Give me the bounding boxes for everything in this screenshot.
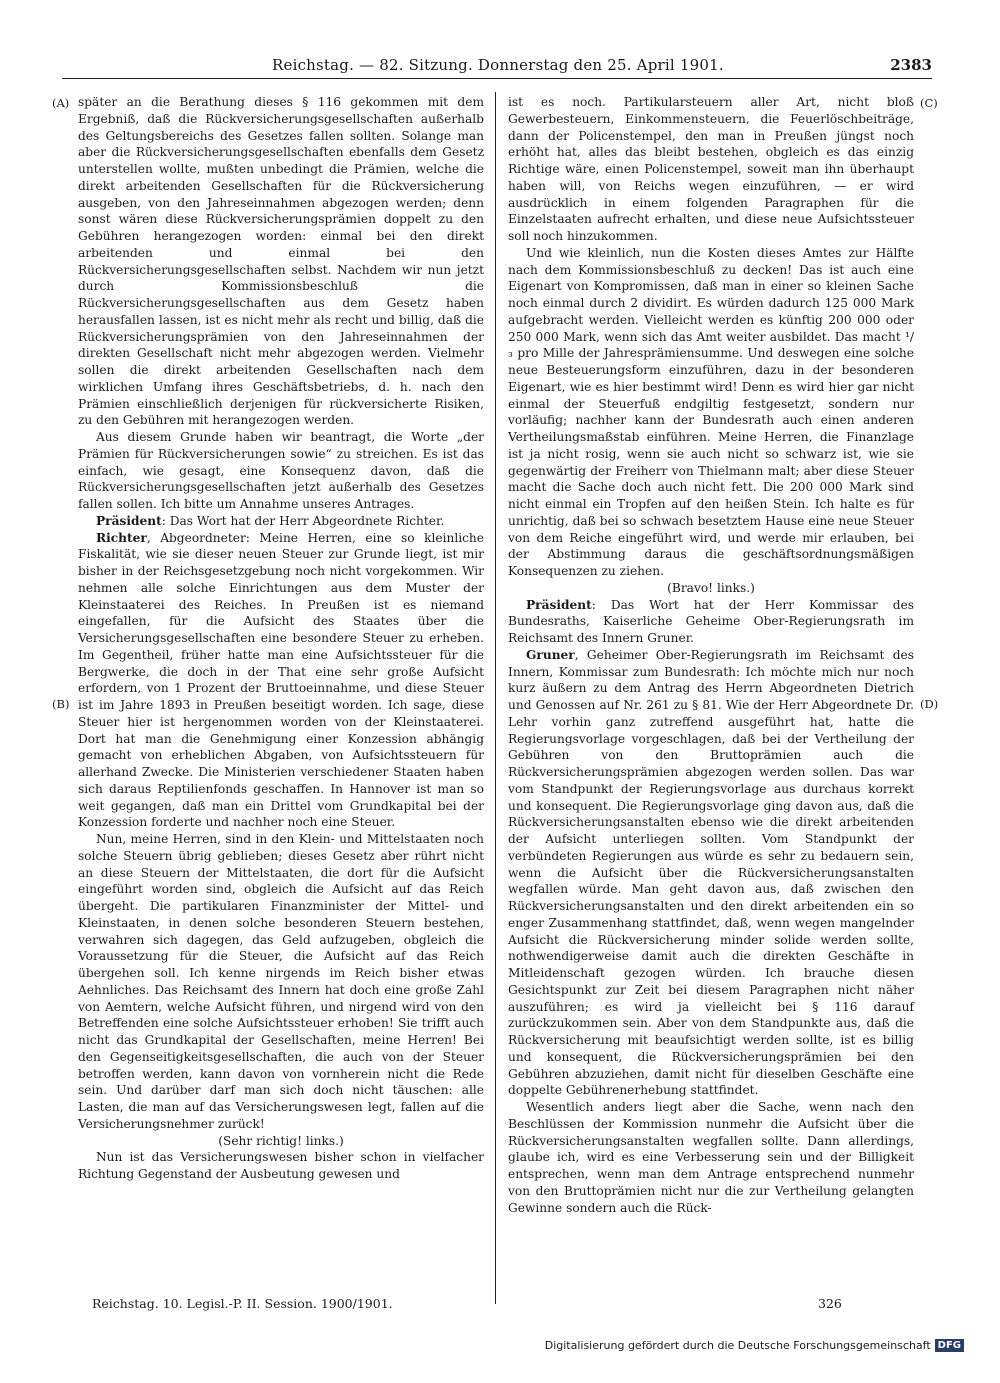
speaker-paragraph: Richter, Abgeordneter: Meine Herren, eine so kleinliche Fiskalität, wie sie dieser neuen Steuer zur Grunde liegt, ist mir bisher in der Reichsgesetzgebung noch nicht vorgekommen. Wir nehmen alle solche Einrichtungen aus dem Muster der Kleinstaaterei des Reiches. In Preußen ist es niemand eingefallen, für die Aufsicht des Staates über die Versicherungsgesellschaften eine besondere Steuer zu erheben. Im Gegentheil, früher hatte man eine Aufsichtssteuer für die Bergwerke, die doch in der That eine sehr große Aufsicht erfordern, von 1 Prozent der Bruttoeinnahme, und diese Steuer ist im Jahre 1893 in Preußen beseitigt worden. Ich sage, diese Steuer hier ist hergenommen worden von der Kleinstaaterei. Dort hat man die Genehmigung einer Konzession abhängig gemacht von erheblichen Abgaben, von Aufsichtssteuern für allerhand Zwecke. Die Ministerien verschiedener Staaten haben sich daraus Reptilienfonds geschaffen. In Hannover ist man so weit gegangen, daß man ein Drittel vom Grundkapital bei der Konzession forderte und nachher noch eine Steuer. bbox=[78, 530, 484, 830]
margin-marker-a: (A) bbox=[52, 96, 70, 110]
credit-text: Digitalisierung gefördert durch die Deutsche Forschungsgemeinschaft bbox=[544, 1339, 931, 1352]
column-divider bbox=[495, 92, 496, 1304]
footer-sheet-number: 326 bbox=[818, 1296, 842, 1311]
margin-marker-c: (C) bbox=[920, 96, 938, 110]
page-header bbox=[62, 52, 932, 79]
speaker-paragraph: Präsident: Das Wort hat der Herr Abgeordnete Richter. bbox=[96, 513, 445, 528]
digitization-credit bbox=[545, 1339, 964, 1352]
margin-marker-b: (B) bbox=[52, 697, 70, 711]
dfg-logo-icon: DFG bbox=[935, 1339, 964, 1352]
footer-session: Reichstag. 10. Legisl.-P. II. Session. 1900/1901. bbox=[92, 1296, 393, 1311]
interjection: (Bravo! links.) bbox=[667, 580, 755, 595]
right-column bbox=[508, 94, 914, 1216]
paragraph: Und wie kleinlich, nun die Kosten dieses Amtes zur Hälfte nach dem Kommissionsbeschluß zu decken! Das ist auch eine Eigenart von Kompromissen, daß man in einer so kleinen Sache noch einmal durch 2 dividirt. Es würden dadurch 125 000 Mark aufgebracht werden. Vielleicht werden es künftig 200 000 oder 250 000 Mark, wenn sich das Amt weiter ausbildet. Das macht ¹/₃ pro Mille der Jahresprämiensumme. Und deswegen eine solche neue Besteuerungsform einzuführen, dazu in der besonderen Eigenart, wie es hier bestimmt wird! Denn es wird hier gar nicht einmal der Steuerfuß endgiltig festgesetzt, sondern nur vorläufig; nachher kann der Bundesrath auch einen anderen Vertheilungsmaßstab einführen. Meine Herren, die Finanzlage ist ja nicht rosig, wenn sie auch nicht so schwarz ist, wie sie gegenwärtig der Freiherr von Thielmann malt; aber diese Steuer macht die Sache doch auch nicht fett. Die 200 000 Mark sind nicht einmal ein Tropfen auf den heißen Stein. Ich halte es für unrichtig, daß bei so schwach besetztem Hause eine neue Steuer von dem Reiche eingeführt wird, und werde mir erlauben, bei der Abstimmung daraus die geschäftsordnungsmäßigen Konsequenzen zu ziehen. bbox=[508, 245, 914, 578]
speaker-name: Gruner bbox=[526, 647, 575, 662]
left-column bbox=[78, 94, 484, 1183]
page-number: 2383 bbox=[890, 56, 932, 74]
speaker-paragraph: Präsident: Das Wort hat der Herr Kommissar des Bundesraths, Kaiserliche Geheime Ober-Regierungsrath im Reichsamt des Innern Gruner. bbox=[508, 597, 914, 645]
speaker-paragraph: Gruner, Geheimer Ober-Regierungsrath im Reichsamt des Innern, Kommissar zum Bundesrath: Ich möchte mich nur noch kurz äußern zu dem Antrag des Herrn Abgeordneten Dietrich und Genossen auf Nr. 261 zu § 81. Wie der Herr Abgeordnete Dr. Lehr vorhin ganz zutreffend ausgeführt hat, hatte die Regierungsvorlage vorgeschlagen, daß bei der Vertheilung der Gebühren von den Bruttoprämien auch die Rückversicherungsprämien abgezogen werden sollen. Das war vom Standpunkt der Regierungsvorlage aus durchaus korrekt und konsequent. Die Regierungsvorlage ging davon aus, daß die Rückversicherungsanstalten ebenso wie die direkt arbeitenden der Aufsicht unterliegen sollten. Vom Standpunkt der verbündeten Regierungen aus würde es sehr zu bedauern sein, wenn die Aufsicht über die Rückversicherungsanstalten wegfallen würde. Man geht davon aus, daß zwischen den Rückversicherungsanstalten und den direkt arbeitenden ein so enger Zusammenhang stattfindet, daß, wenn wegen mangelnder Aufsicht die Rückversicherung minder solide werden sollte, nothwendigerweise damit auch die direkten Geschäfte in Mitleidenschaft gezogen würden. Ich brauche diesen Gesichtspunkt zur Zeit bei diesem Paragraphen nicht näher auszuführen; es wird ja vielleicht bei § 116 darauf zurückzukommen sein. Aber von dem Standpunkte aus, daß die Rückversicherung mit beaufsichtigt werden sollte, ist es billig und konsequent, die Rückversicherungsprämien bei den Gebühren abzuziehen, damit nicht für dieselben Geschäfte eine doppelte Gebührenerhebung stattfindet. bbox=[508, 647, 914, 1098]
margin-marker-d: (D) bbox=[920, 697, 939, 711]
paragraph: Nun ist das Versicherungswesen bisher schon in vielfacher Richtung Gegenstand der Ausbeutung gewesen und bbox=[78, 1150, 484, 1181]
paragraph: Aus diesem Grunde haben wir beantragt, die Worte „der Prämien für Rückversicherungen sowie“ zu streichen. Es ist das einfach, wie gesagt, eine Konsequenz davon, daß die Rückversicherungsgesellschaften jetzt außerhalb des Gesetzes fallen sollen. Ich bitte um Annahme unseres Antrages. bbox=[78, 430, 484, 511]
speaker-name: Richter bbox=[96, 530, 147, 545]
running-head: Reichstag. — 82. Sitzung. Donnerstag den 25. April 1901. bbox=[272, 56, 724, 74]
paragraph: Nun, meine Herren, sind in den Klein- und Mittelstaaten noch solche Steuern übrig geblieben; dieses Gesetz aber rührt nicht an diese Steuern der Mittelstaaten, die dort für die Aufsicht eingeführt worden sind, obgleich die Aufsicht auf das Reich übergeht. Die partikularen Finanzminister der Mittel- und Kleinstaaten, in denen solche besonderen Steuern bestehen, verwahren sich dagegen, das Geld aufzugeben, obgleich die Voraussetzung für die Steuer, die Aufsicht auf das Reich übergehen soll. Ich kenne nirgends im Reich bisher etwas Aehnliches. Das Reichsamt des Innern hat doch eine große Zahl von Aemtern, welche Aufsicht führen, und nirgend wird von den Betreffenden eine solche Aufsichtssteuer erhoben! Sie trifft auch nicht das Grundkapital der Gesellschaften, meine Herren! Bei den Gegenseitigkeitsgesellschaften, die auch von der Steuer betroffen werden, kann davon von vornherein nicht die Rede sein. Und darüber darf man sich doch nicht täuschen: alle Lasten, die man auf das Versicherungswesen legt, fallen auf die Versicherungsnehmer zurück! bbox=[78, 832, 484, 1131]
paragraph: Wesentlich anders liegt aber die Sache, wenn nach den Beschlüssen der Kommission nunmehr die Aufsicht über die Rückversicherungsanstalten wegfallen sollte. Dann allerdings, glaube ich, wird es eine Verbesserung sein und der Billigkeit entsprechen, wenn man dem Antrage entsprechend nunmehr von den Bruttoprämien nicht nur die zur Vertheilung gelangten Gewinne sondern auch die Rück- bbox=[508, 1100, 914, 1215]
speaker-name: Präsident bbox=[96, 513, 162, 528]
paragraph: später an die Berathung dieses § 116 gekommen mit dem Ergebniß, daß die Rückversicherungsgesellschaften außerhalb des Geltungsbereichs des Gesetzes fallen sollten. Solange man aber die Rückversicherungsgesellschaften ebenfalls dem Gesetz unterstellen wollte, mußten unbedingt die Prämien, welche die direkt arbeitenden Gesellschaften für die Rückversicherung ausgeben, von den Jahreseinnahmen abgezogen werden; denn sonst wären diese Rückversicherungsprämien doppelt zu den Gebühren herangezogen worden: einmal bei den direkt arbeitenden und einmal bei den Rückversicherungsgesellschaften selbst. Nachdem wir nun jetzt durch Kommissionsbeschluß die Rückversicherungsgesellschaften aus dem Gesetz haben herausfallen lassen, ist es nicht mehr als recht und billig, daß die Rückversicherungsprämien von den Jahreseinnahmen der direkten Gesellschaft nicht mehr abgezogen werden. Vielmehr sollen die direkt arbeitenden Gesellschaften nach dem wirklichen Umfang ihres Geschäftsbetriebs, d. h. nach den Prämien einschließlich derjenigen für rückversicherte Risiken, zu den Gebühren mit herangezogen werden. bbox=[78, 95, 484, 428]
paragraph: ist es noch. Partikularsteuern aller Art, nicht bloß Gewerbesteuern, Einkommensteuern, die Feuerlöschbeiträge, dann der Policenstempel, den man in Preußen jüngst noch erhöht hat, alles das bleibt bestehen, obgleich es das einzig Richtige wäre, einen Policenstempel, soweit man ihn überhaupt haben will, von Reichs wegen einzuführen, — er wird ausdrücklich in einem folgenden Paragraphen für die Einzelstaaten aufrecht erhalten, und diese neue Aufsichtssteuer soll noch hinzukommen. bbox=[508, 95, 914, 243]
interjection: (Sehr richtig! links.) bbox=[218, 1133, 344, 1148]
speaker-name: Präsident bbox=[526, 597, 592, 612]
